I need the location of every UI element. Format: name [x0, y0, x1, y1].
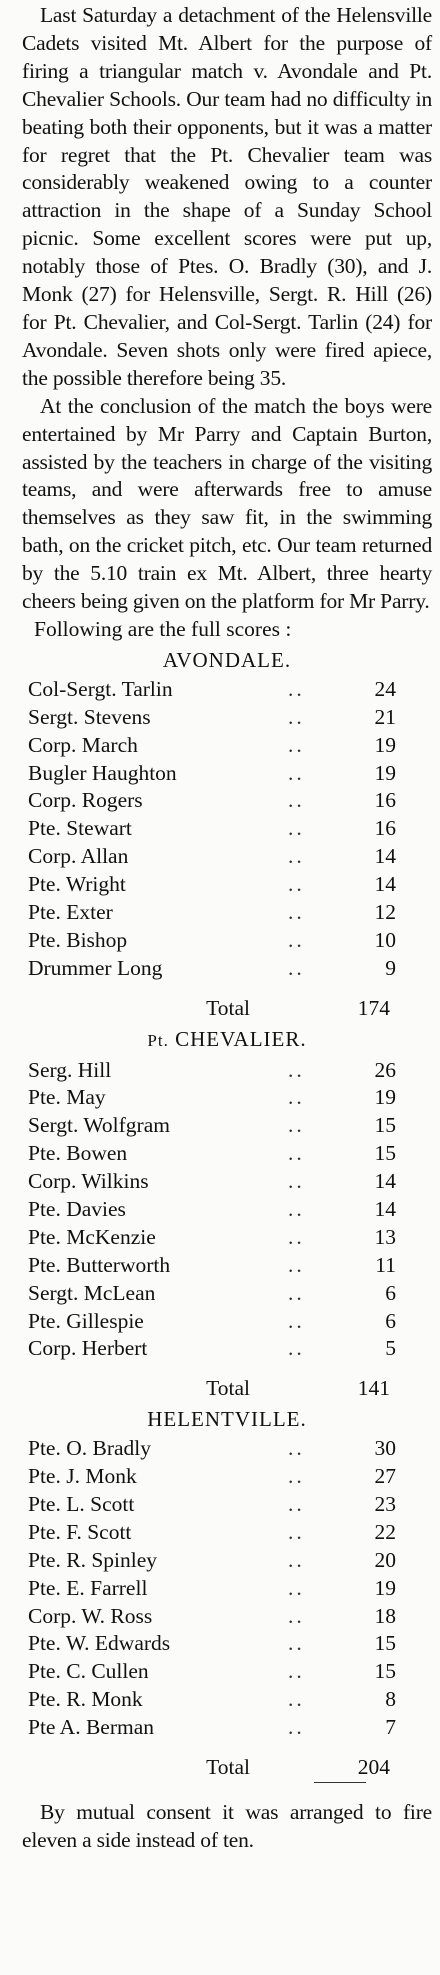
player-name: Corp. March [28, 732, 138, 757]
player-score: 30 [374, 1436, 396, 1461]
leader-dots: .. [288, 1141, 305, 1166]
player-name: Corp. Allan [28, 844, 129, 869]
total-row [22, 1375, 432, 1403]
player-name: Pte A. Berman [28, 1715, 154, 1740]
table-row [28, 843, 432, 871]
player-name: Pte. Bowen [28, 1141, 128, 1166]
table-row [28, 1335, 432, 1363]
player-score: 15 [374, 1141, 396, 1166]
footer-note: By mutual consent it was arranged to fire eleven a side instead of ten. [22, 1799, 432, 1852]
leader-dots: .. [288, 676, 305, 701]
table-row [28, 1252, 432, 1280]
leader-dots: .. [288, 1519, 305, 1544]
team-pt-chevalier [22, 1025, 432, 1404]
table-row [28, 1714, 432, 1742]
table-row [28, 1547, 432, 1575]
leader-dots: .. [288, 1631, 305, 1656]
player-name: Pte. W. Edwards [28, 1631, 171, 1656]
team-heading-prefix: Pt. [147, 1030, 169, 1050]
scores-intro: Following are the full scores : [34, 616, 292, 641]
player-name: Col-Sergt. Tarlin [28, 676, 173, 701]
player-name: Serg. Hill [28, 1057, 112, 1082]
table-row [28, 1658, 432, 1686]
player-name: Pte. Butterworth [28, 1252, 171, 1277]
player-score: 19 [374, 760, 396, 785]
score-table [28, 1057, 432, 1364]
player-score: 10 [374, 927, 396, 952]
player-score: 8 [385, 1687, 396, 1712]
team-helensville [22, 1405, 432, 1783]
table-row [28, 1280, 432, 1308]
player-score: 21 [374, 704, 396, 729]
leader-dots: .. [288, 704, 305, 729]
player-score: 11 [375, 1252, 396, 1277]
leader-dots: .. [288, 899, 305, 924]
table-row [28, 899, 432, 927]
leader-dots: .. [288, 1547, 305, 1572]
player-name: Pte. Wright [28, 872, 126, 897]
total-label: Total [206, 1755, 250, 1780]
table-row [28, 1057, 432, 1085]
player-score: 9 [385, 955, 396, 980]
leader-dots: .. [288, 816, 305, 841]
table-row [28, 1308, 432, 1336]
table-row [28, 955, 432, 983]
score-table [28, 676, 432, 983]
player-name: Sergt. Stevens [28, 704, 151, 729]
leader-dots: .. [288, 1715, 305, 1740]
player-score: 7 [385, 1715, 396, 1740]
player-name: Pte. Stewart [28, 816, 132, 841]
leader-dots: .. [288, 1197, 305, 1221]
table-row [28, 676, 432, 704]
leader-dots: .. [288, 1224, 305, 1249]
player-score: 20 [374, 1547, 396, 1572]
leader-dots: .. [288, 1085, 305, 1110]
table-row [28, 1140, 432, 1168]
leader-dots: .. [288, 788, 305, 813]
player-name: Pte. Exter [28, 899, 113, 924]
total-score: 204 [357, 1755, 390, 1780]
player-name: Pte. Bishop [28, 927, 128, 952]
player-score: 13 [374, 1224, 396, 1249]
table-row [28, 760, 432, 788]
total-label: Total [206, 1376, 250, 1401]
table-row [28, 815, 432, 843]
leader-dots: .. [288, 1308, 305, 1333]
player-name: Pte. Davies [28, 1197, 126, 1221]
table-row [28, 1463, 432, 1491]
player-score: 19 [374, 732, 396, 757]
table-row [28, 732, 432, 760]
player-score: 16 [374, 816, 396, 841]
player-score: 15 [374, 1659, 396, 1684]
table-row [28, 1168, 432, 1196]
total-score: 141 [357, 1376, 390, 1401]
player-score: 14 [374, 1169, 396, 1194]
player-score: 15 [374, 1113, 396, 1138]
team-heading [22, 1025, 432, 1055]
leader-dots: .. [288, 1252, 305, 1277]
player-score: 18 [374, 1603, 396, 1628]
player-score: 6 [385, 1308, 396, 1333]
player-name: Pte. May [28, 1085, 106, 1110]
total-underline [314, 1782, 366, 1783]
article-paragraph-1: Last Saturday a detachment of the Helensville Cadets visited Mt. Albert for the purpose of firing a triangular match v. Avondale and Pt. Chevalier Schools. Our team had no difficulty in beating both their opponents, but it was a matter for regret that the Pt. Chevalier team was considerably weakened owing to a counter attraction in the shape of a Sunday School picnic. Some excellent scores were put up, notably those of Ptes. O. Bradly (30), and J. Monk (27) for Helensville, Sergt. R. Hill (26) for Pt. Chevalier, and Col-Sergt. Tarlin (24) for Avondale. Seven shots only were fired apiece, the possible therefore being 35. [22, 3, 432, 390]
leader-dots: .. [288, 1169, 305, 1194]
player-score: 24 [374, 676, 396, 701]
total-row [22, 995, 432, 1023]
table-row [28, 1084, 432, 1112]
player-name: Pte. E. Farrell [28, 1575, 148, 1600]
article-paragraph-2: At the conclusion of the match the boys were entertained by Mr Parry and Captain Burton, assisted by the teachers in charge of the visiting teams, and were afterwards free to amuse themselves as they saw fit, in the swimming bath, on the cricket pitch, etc. Our team returned by the 5.10 train ex Mt. Albert, three hearty cheers being given on the platform for Mr Parry. [22, 393, 432, 614]
total-row [22, 1754, 432, 1782]
leader-dots: .. [288, 1492, 305, 1517]
team-heading-name: CHEVALIER. [175, 1026, 307, 1051]
table-row [28, 1491, 432, 1519]
player-name: Corp. Rogers [28, 788, 143, 813]
leader-dots: .. [288, 1113, 305, 1138]
player-name: Sergt. McLean [28, 1280, 156, 1305]
table-row [28, 1603, 432, 1631]
player-name: Pte. O. Bradly [28, 1436, 152, 1461]
leader-dots: .. [288, 872, 305, 897]
total-score: 174 [357, 995, 390, 1020]
player-name: Corp. Herbert [28, 1336, 148, 1361]
player-name: Pte. R. Spinley [28, 1547, 158, 1572]
leader-dots: .. [288, 1280, 305, 1305]
leader-dots: .. [288, 1336, 305, 1361]
table-row [28, 704, 432, 732]
player-score: 15 [374, 1631, 396, 1656]
leader-dots: .. [288, 1659, 305, 1684]
table-row [28, 1196, 432, 1224]
player-score: 26 [374, 1057, 396, 1082]
player-name: Bugler Haughton [28, 760, 177, 785]
player-score: 14 [374, 1197, 396, 1221]
table-row [28, 1575, 432, 1603]
team-heading: AVONDALE. [162, 647, 292, 672]
table-row [28, 871, 432, 899]
player-name: Pte. Gillespie [28, 1308, 144, 1333]
player-name: Drummer Long [28, 955, 163, 980]
player-score: 19 [374, 1085, 396, 1110]
player-name: Pte. R. Monk [28, 1687, 143, 1712]
table-row [28, 1630, 432, 1658]
leader-dots: .. [288, 927, 305, 952]
player-name: Pte. McKenzie [28, 1224, 156, 1249]
team-avondale [22, 646, 432, 1023]
player-name: Corp. W. Ross [28, 1603, 153, 1628]
player-score: 12 [374, 899, 396, 924]
player-name: Corp. Wilkins [28, 1169, 149, 1194]
player-name: Pte. J. Monk [28, 1464, 137, 1489]
player-score: 23 [374, 1492, 396, 1517]
team-heading: HELENTVILLE. [147, 1407, 307, 1432]
leader-dots: .. [288, 1603, 305, 1628]
player-score: 22 [374, 1519, 396, 1544]
total-label: Total [206, 995, 250, 1020]
table-row [28, 1112, 432, 1140]
player-score: 27 [374, 1464, 396, 1489]
leader-dots: .. [288, 760, 305, 785]
player-score: 6 [385, 1280, 396, 1305]
table-row [28, 787, 432, 815]
leader-dots: .. [288, 1057, 305, 1082]
leader-dots: .. [288, 1464, 305, 1489]
leader-dots: .. [288, 1436, 305, 1461]
player-score: 14 [374, 844, 396, 869]
table-row [28, 1435, 432, 1463]
player-score: 5 [385, 1336, 396, 1361]
player-name: Sergt. Wolfgram [28, 1113, 170, 1138]
leader-dots: .. [288, 844, 305, 869]
table-row [28, 927, 432, 955]
player-name: Pte. F. Scott [28, 1519, 132, 1544]
player-score: 19 [374, 1575, 396, 1600]
leader-dots: .. [288, 1687, 305, 1712]
player-score: 14 [374, 872, 396, 897]
player-name: Pte. C. Cullen [28, 1659, 149, 1684]
table-row [28, 1224, 432, 1252]
leader-dots: .. [288, 732, 305, 757]
table-row [28, 1686, 432, 1714]
score-table [28, 1435, 432, 1742]
player-name: Pte. L. Scott [28, 1492, 135, 1517]
leader-dots: .. [288, 955, 305, 980]
table-row [28, 1519, 432, 1547]
player-score: 16 [374, 788, 396, 813]
leader-dots: .. [288, 1575, 305, 1600]
